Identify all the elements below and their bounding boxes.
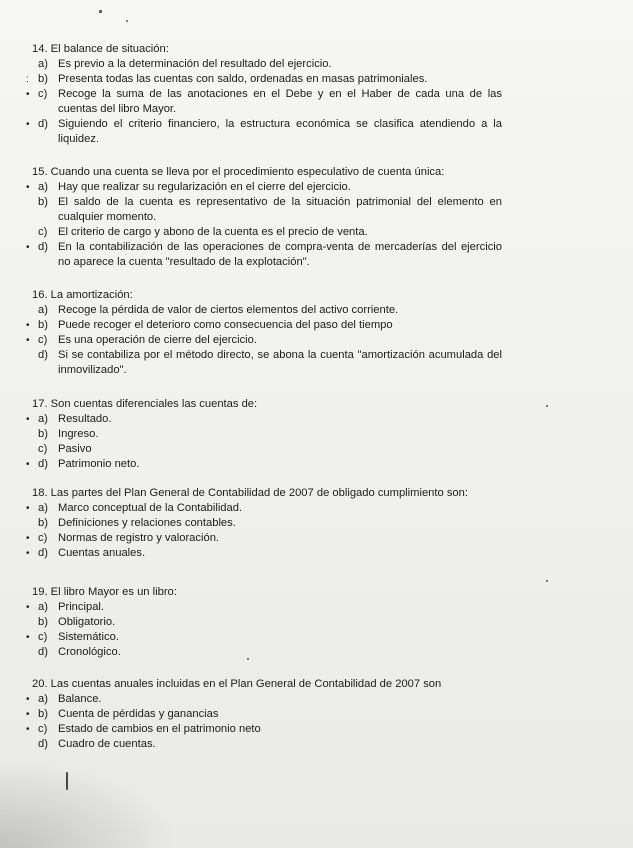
option-c: • c) Es una operación de cierre del ejercicio.	[26, 334, 257, 346]
question-18	[0, 486, 633, 561]
question-stem: 16. La amortización:	[32, 289, 133, 301]
option-d: • d) Siguiendo el criterio financiero, la estructura económica se clasifica atendiendo a la liquidez.	[26, 118, 502, 145]
scan-shadow	[0, 758, 180, 848]
option-d: • d) Cuentas anuales.	[26, 547, 146, 559]
question-15	[0, 165, 633, 270]
option-c: c) Pasivo	[38, 443, 92, 455]
option-a: • a) Hay que realizar su regularización en el cierre del ejercicio.	[26, 181, 351, 193]
question-stem: 17. Son cuentas diferenciales las cuentas de:	[32, 398, 258, 410]
option-b: • b) Puede recoger el deterioro como consecuencia del paso del tiempo	[26, 319, 393, 331]
option-a: • a) Balance.	[26, 693, 102, 705]
option-b: b) Ingreso.	[38, 428, 99, 440]
option-c: • c) Sistemático.	[26, 631, 119, 643]
option-c: • c) Recoge la suma de las anotaciones en el Debe y en el Haber de cada una de las cuentas del libro Mayor.	[26, 88, 502, 115]
speck	[99, 10, 102, 13]
question-stem: 18. Las partes del Plan General de Contabilidad de 2007 de obligado cumplimiento son:	[32, 487, 468, 499]
question-stem: 14. El balance de situación:	[32, 43, 169, 55]
option-a: • a) Resultado.	[26, 413, 112, 425]
option-d: • d) En la contabilización de las operaciones de compra-venta de mercaderías del ejercicio no aparece la cuenta "resultado de la explotación".	[26, 241, 502, 268]
question-19	[0, 585, 633, 660]
option-b: b) Obligatorio.	[38, 616, 116, 628]
option-d: d) Si se contabiliza por el método directo, se abona la cuenta "amortización acumulada del inmovilizado".	[38, 349, 502, 376]
question-16	[0, 288, 633, 378]
question-stem: 19. El libro Mayor es un libro:	[32, 586, 177, 598]
option-b: • b) Cuenta de pérdidas y ganancias	[26, 708, 219, 720]
option-a: a) Recoge la pérdida de valor de ciertos elementos del activo corriente.	[38, 304, 399, 316]
option-b: : b) Presenta todas las cuentas con saldo, ordenadas en masas patrimoniales.	[26, 73, 428, 85]
question-stem: 20. Las cuentas anuales incluidas en el Plan General de Contabilidad de 2007 son	[32, 678, 442, 690]
option-c: c) El criterio de cargo y abono de la cuenta es el precio de venta.	[38, 226, 368, 238]
option-d: d) Cuadro de cuentas.	[38, 738, 156, 750]
option-a: • a) Principal.	[26, 601, 105, 613]
option-a: a) Es previo a la determinación del resultado del ejercicio.	[38, 58, 332, 70]
question-14	[0, 42, 633, 147]
speck	[126, 20, 128, 22]
question-17	[0, 397, 633, 472]
option-a: • a) Marco conceptual de la Contabilidad.	[26, 502, 243, 514]
option-d: • d) Patrimonio neto.	[26, 458, 140, 470]
question-20	[0, 677, 633, 752]
option-c: • c) Normas de registro y valoración.	[26, 532, 220, 544]
option-b: b) Definiciones y relaciones contables.	[38, 517, 236, 529]
question-stem: 15. Cuando una cuenta se lleva por el procedimiento especulativo de cuenta única:	[32, 166, 445, 178]
option-b: b) El saldo de la cuenta es representativo de la situación patrimonial del elemento en cualquier momento.	[38, 196, 502, 223]
speck	[546, 580, 548, 582]
option-d: d) Cronológico.	[38, 646, 121, 658]
option-c: • c) Estado de cambios en el patrimonio neto	[26, 723, 261, 735]
